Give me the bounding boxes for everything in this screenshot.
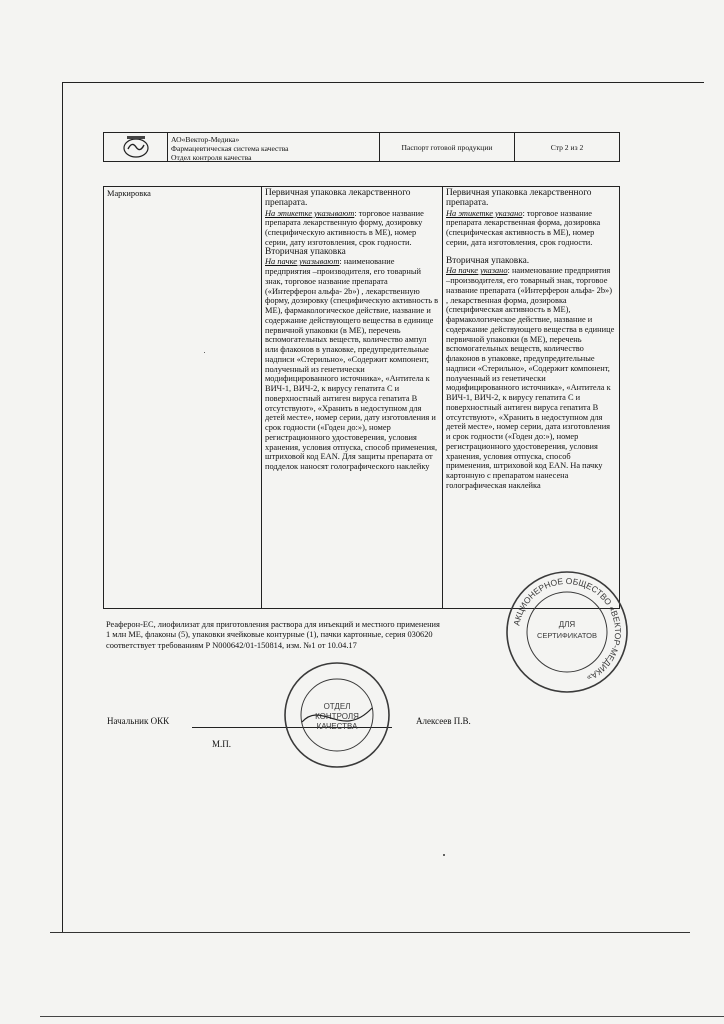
- secondary-package-text: На пачке указывают: наименование предприятия –производителя, его товарный знак, торговое название препарата («Интерферон альфа- 2b») , лекарственную форму, дозировку (специфическую активность в МЕ), фармакологическое действие, название и содержание действующего вещества в единице первичной упаковки (в МЕ), перечень вспомогательных веществ, количество ампул или флаконов в упаковке, предупредительные надписи «Стерильно», «Содержит компонент, полученный из генетически модифицированного источника», «Антитела к ВИЧ-1, ВИЧ-2, к вирусу гепатита С и поверхностный антиген вируса гепатита В отсутствуют», «Хранить в недоступном для детей местe», номер серии, дату изготовления и срок годности («Годен до:»), номер регистрационного удостоверения, условия хранения, условия отпуска, способ применения, штриховой код EAN. Для защиты препарата от подделок наносят голографического наклейку: [265, 257, 439, 471]
- org-system: Фармацевтическая система качества: [171, 144, 289, 153]
- secondary-package-intro: На пачке указывают: [265, 257, 340, 267]
- stamp-line-2: СЕРТИФИКАТОВ: [536, 631, 598, 640]
- signature-title: Начальник ОКК: [107, 716, 170, 726]
- stamp-line-1: ДЛЯ: [558, 620, 576, 629]
- secondary-package-body: наименование предприятия –производителя, его товарный знак, торговое название препарата («Интерферон альфа- 2b») , лекарственную форму, дозировку (специфическую активность в МЕ), фармакологическое действие, название и содержание действующего вещества в единице первичной упаковки (в МЕ), перечень вспомогательных веществ, количество ампул или флаконов в упаковке, предупредительные надписи «Стерильно», «Содержит компонент, полученный из генетически модифицированного источника», «Антитела к ВИЧ-1, ВИЧ-2, к вирусу гепатита С и поверхностный антиген вируса гепатита В отсутствуют», «Хранить в недоступном для детей местe», номер серии, дату изготовления и срок годности («Годен до:»), номер регистрационного удостоверения, условия хранения, условия отпуска, способ применения, штриховой код EAN. Для защиты препарата от подделок наносят голографического наклейку: [265, 257, 439, 471]
- seal-place-label: М.П.: [212, 739, 232, 749]
- secondary-package-text: На пачке указано: наименование предприятия –производителя, его товарный знак, торговое название препарата («Интерферон альфа- 2b») , лекарственная форма, дозировка (специфическая активность в МЕ), фармакологическое действие, название и содержание действующего вещества в единице первичной упаковки (в МЕ), перечень вспомогательных веществ, количество флаконов в упаковке, предупредительные надписи «Стерильно», «Содержит компонент, полученный из генетически модифицированного источника», «Антитела к ВИЧ-1, ВИЧ-2, к вирусу гепатита С и поверхностный антиген вируса гепатита В отсутствуют», «Хранить в недоступном для детей месте», номер серии, дата изготовления и срок годности («Годен до:»), номер регистрационного удостоверения, условия хранения, условия отпуска, способ применения, штриховой код EAN. На пачку картонную с препаратом нанесена голографическая наклейка: [446, 266, 615, 490]
- stamp-ring-text: АКЦИОНЕРНОЕ ОБЩЕСТВО «ВЕКТОР-МЕДИКА»: [511, 575, 624, 684]
- stamp-line-3: КАЧЕСТВА: [316, 722, 358, 731]
- scan-speck: [204, 352, 205, 353]
- secondary-package-body: наименование предприятия –производителя, его товарный знак, торговое название препарата («Интерферон альфа- 2b») , лекарственная форма, дозировка (специфическая активность в МЕ), фармакологическое действие, название и содержание действующего вещества в единице первичной упаковки (в МЕ), перечень вспомогательных веществ, количество флаконов в упаковке, предупредительные надписи «Стерильно», «Содержит компонент, полученный из генетически модифицированного источника», «Антитела к ВИЧ-1, ВИЧ-2, к вирусу гепатита С и поверхностный антиген вируса гепатита В отсутствуют», «Хранить в недоступном для детей месте», номер серии, дата изготовления и срок годности («Годен до:»), номер регистрационного удостоверения, условия хранения, условия отпуска, способ применения, штриховой код EAN. На пачку картонную с препаратом нанесена голографическая наклейка: [446, 266, 615, 490]
- row-label: Маркировка: [107, 189, 151, 198]
- row-label-cell: [104, 187, 262, 608]
- primary-package-intro: На этикетке указывают: [265, 208, 355, 218]
- marking-table: [103, 186, 620, 609]
- page-border-top: [62, 82, 704, 83]
- page-foot-line: [40, 1016, 724, 1017]
- signatory-name: Алексеев П.В.: [416, 716, 471, 726]
- org-name: АО«Вектор-Медика»: [171, 135, 240, 144]
- secondary-package-title: Вторичная упаковка: [265, 246, 346, 257]
- company-logo: [104, 133, 168, 161]
- conclusion-line-3: соответствует требованиям Р N000642/01-150814, изм. №1 от 10.04.17: [106, 640, 357, 650]
- primary-package-body: торговое название препарата лекарственную форму, дозировку (специфическую активность в МЕ), номер серии, дату изготовления, срок годности.: [265, 208, 424, 247]
- primary-package-title: Первичная упаковка лекарственного препарата.: [446, 188, 592, 208]
- primary-package-text: На этикетке указано: торговое название препарата лекарственная форма, дозировка (специфическая активность в МЕ), номер серии, дата изготовления, срок годности.: [446, 208, 601, 247]
- primary-package-intro: На этикетке указано: [446, 208, 523, 218]
- conclusion-line-2: 1 млн МЕ, флаконы (5), упаковки ячейковые контурные (1), пачки картонные, серия 030620: [106, 630, 433, 640]
- qc-department-stamp: [282, 660, 392, 770]
- primary-package-title: Первичная упаковка лекарственного препарата.: [265, 188, 411, 208]
- page-border-left: [62, 82, 63, 932]
- document-header: [103, 132, 620, 162]
- primary-package-text: На этикетке указывают: торговое название препарата лекарственную форму, дозировку (специфическую активность в МЕ), номер серии, дату изготовления, срок годности.: [265, 208, 424, 247]
- company-stamp: [502, 567, 632, 697]
- scan-speck: [443, 854, 445, 856]
- document-type: Паспорт готовой продукции: [380, 133, 515, 161]
- page-number: Стр 2 из 2: [550, 142, 584, 152]
- vector-medica-logo-icon: [119, 135, 153, 159]
- requirement-cell: [262, 187, 443, 608]
- org-department: Отдел контроля качества: [171, 153, 252, 162]
- conclusion-line-1: Реаферон-ЕС, лиофилизат для приготовления раствора для инъекций и местного применения: [106, 620, 440, 629]
- organization-info: [168, 133, 380, 161]
- secondary-package-intro: На пачке указано: [446, 266, 508, 276]
- primary-package-body: торговое название препарата лекарственная форма, дозировка (специфическая активность в МЕ), номер серии, дата изготовления, срок годности.: [446, 208, 601, 247]
- stamp-line-1: ОТДЕЛ: [323, 702, 351, 711]
- secondary-package-title: Вторичная упаковка.: [446, 255, 530, 266]
- result-cell: [443, 187, 619, 608]
- stamp-line-2: КОНТРОЛЯ: [315, 712, 359, 721]
- page-border-bottom: [50, 932, 690, 933]
